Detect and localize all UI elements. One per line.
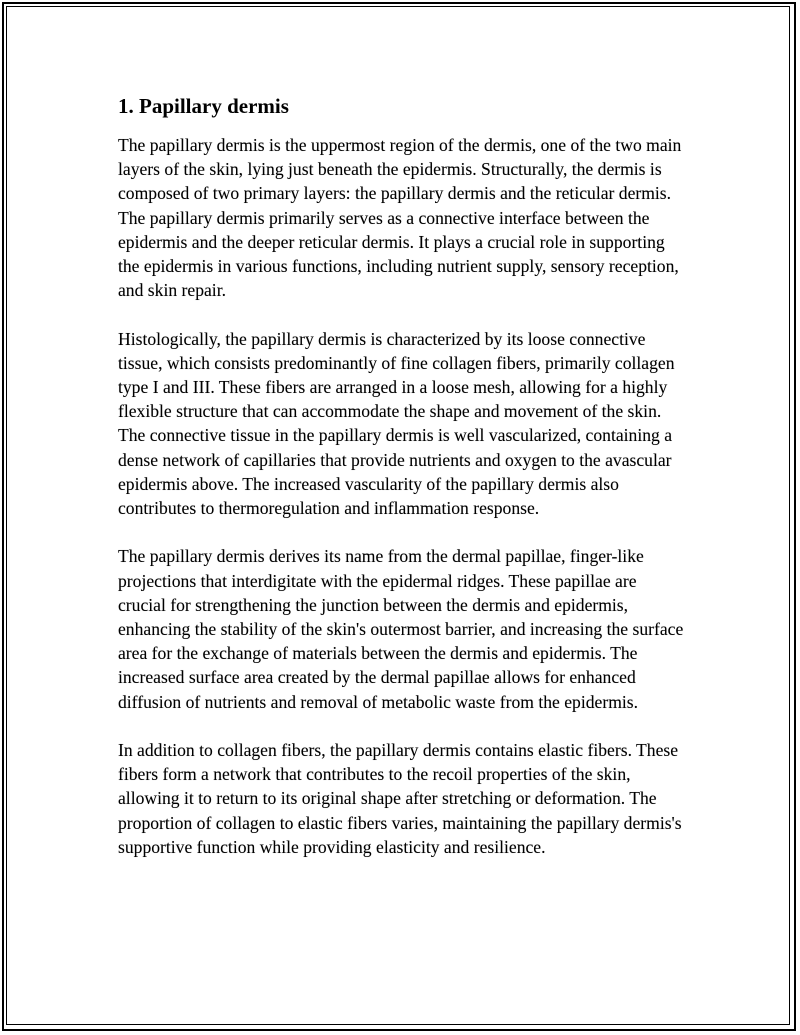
section-heading: 1. Papillary dermis bbox=[118, 94, 289, 118]
paragraph-2: Histologically, the papillary dermis is characterized by its loose connective tissue, which consists predominantly of fine collagen fibers, primarily collagen type I and III. These fibers are arranged in a loose mesh, allowing for a highly flexible structure that can accommodate the shape and movement of the skin. The connective tissue in the papillary dermis is well vascularized, containing a dense network of capillaries that provide nutrients and oxygen to the avascular epidermis above. The increased vascularity of the papillary dermis also contributes to thermoregulation and inflammation response. bbox=[118, 328, 675, 519]
paragraph-4: In addition to collagen fibers, the papillary dermis contains elastic fibers. These fibers form a network that contributes to the recoil properties of the skin, allowing it to return to its original shape after stretching or deformation. The proportion of collagen to elastic fibers varies, maintaining the papillary dermis's supportive function while providing elasticity and resilience. bbox=[118, 740, 682, 857]
paragraph-3: The papillary dermis derives its name from the dermal papillae, finger-like projections that interdigitate with the epidermal ridges. These papillae are crucial for strengthening the junction between the dermis and epidermis, enhancing the stability of the skin's outermost barrier, and increasing the surface area for the exchange of materials between the dermis and epidermis. The increased surface area created by the dermal papillae allows for enhanced diffusion of nutrients and removal of metabolic waste from the epidermis. bbox=[118, 546, 684, 712]
paragraph-1: The papillary dermis is the uppermost region of the dermis, one of the two main layers of the skin, lying just beneath the epidermis. Structurally, the dermis is composed of two primary layers: the papillary dermis and the reticular dermis. The papillary dermis primarily serves as a connective interface between the epidermis and the deeper reticular dermis. It plays a crucial role in supporting the epidermis in various functions, including nutrient supply, sensory reception, and skin repair. bbox=[118, 135, 682, 301]
document-body bbox=[118, 93, 688, 883]
